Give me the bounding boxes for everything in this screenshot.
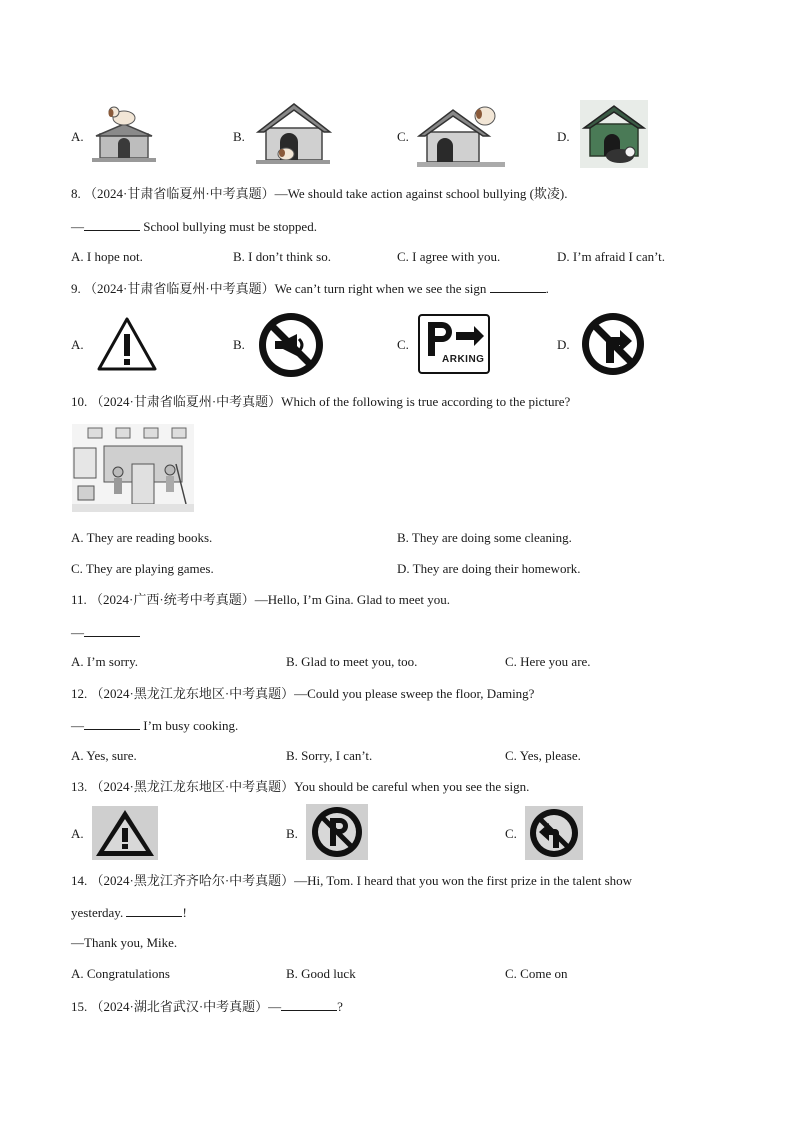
question-source: （2024·黑龙江龙东地区·中考真题） bbox=[90, 686, 295, 701]
option-letter: A. bbox=[71, 337, 84, 352]
warning-sign-icon[interactable] bbox=[92, 806, 158, 860]
question-end: ! bbox=[182, 905, 187, 920]
option-b[interactable]: B. I don’t think so. bbox=[233, 249, 331, 264]
question-11 bbox=[71, 592, 450, 608]
option-a[interactable]: A. I’m sorry. bbox=[71, 654, 139, 669]
option-a[interactable]: A. They are reading books. bbox=[71, 530, 213, 545]
question-end: . bbox=[545, 281, 549, 296]
question-text-continued: yesterday. bbox=[71, 905, 124, 920]
question-end: ? bbox=[337, 999, 343, 1014]
question-number: 14. bbox=[71, 873, 88, 888]
question-12-reply bbox=[71, 717, 238, 734]
question-text: —Could you please sweep the floor, Daming? bbox=[294, 686, 535, 701]
classroom-cleaning-picture bbox=[72, 424, 194, 512]
reply-dash: — bbox=[71, 219, 84, 234]
option-letter: C. bbox=[505, 826, 517, 841]
answer-blank[interactable] bbox=[281, 998, 337, 1011]
question-source: （2024·黑龙江龙东地区·中考真题） bbox=[90, 779, 295, 794]
option-c[interactable]: C. Yes, please. bbox=[505, 748, 581, 763]
question-number: 13. bbox=[71, 779, 88, 794]
question-12 bbox=[71, 686, 534, 702]
question-8-reply bbox=[71, 218, 317, 235]
option-d[interactable]: D. They are doing their homework. bbox=[397, 561, 581, 576]
answer-blank[interactable] bbox=[84, 624, 140, 637]
question-source: （2024·广西·统考中考真题） bbox=[90, 592, 255, 607]
reply-dash: — bbox=[71, 625, 84, 640]
option-letter: C. bbox=[397, 337, 409, 352]
question-text: —Hello, I’m Gina. Glad to meet you. bbox=[254, 592, 451, 607]
question-text: —We should take action against school bullying (欺凌). bbox=[274, 186, 568, 201]
question-11-reply bbox=[71, 624, 140, 641]
option-letter: D. bbox=[557, 337, 570, 352]
option-c[interactable]: C. They are playing games. bbox=[71, 561, 214, 576]
question-text: We can’t turn right when we see the sign bbox=[274, 281, 487, 296]
answer-blank[interactable] bbox=[84, 717, 140, 730]
question-number: 8. bbox=[71, 186, 81, 201]
dog-in-front-of-kennel-icon bbox=[580, 100, 648, 168]
question-10 bbox=[71, 394, 570, 410]
option-c[interactable]: C. I agree with you. bbox=[397, 249, 501, 264]
question-number: 9. bbox=[71, 281, 81, 296]
dog-on-kennel-icon bbox=[92, 104, 156, 164]
question-source: （2024·甘肃省临夏州·中考真题） bbox=[84, 281, 275, 296]
question-source: （2024·湖北省武汉·中考真题） bbox=[90, 999, 269, 1014]
option-c[interactable]: C. Come on bbox=[505, 966, 568, 981]
question-14 bbox=[71, 873, 632, 889]
question-text: Which of the following is true according to the picture? bbox=[281, 394, 571, 409]
question-8 bbox=[71, 186, 568, 202]
option-a[interactable]: A. Congratulations bbox=[71, 966, 170, 981]
option-b[interactable]: B. Sorry, I can’t. bbox=[286, 748, 373, 763]
no-right-turn-sign-icon[interactable] bbox=[580, 311, 646, 377]
question-number: 11. bbox=[71, 592, 87, 607]
question-14-line2 bbox=[71, 904, 187, 921]
option-letter: B. bbox=[233, 129, 245, 144]
dash: — bbox=[268, 999, 282, 1014]
no-horn-sign-icon[interactable] bbox=[257, 311, 325, 379]
option-letter: A. bbox=[71, 129, 84, 144]
parking-sign-icon[interactable] bbox=[418, 314, 490, 374]
parking-sign-text: ARKING bbox=[442, 354, 485, 365]
parking-p-arrow-icon bbox=[420, 318, 488, 358]
answer-blank[interactable] bbox=[84, 218, 140, 231]
question-text: —Hi, Tom. I heard that you won the first prize in the talent show bbox=[294, 873, 633, 888]
option-letter: A. bbox=[71, 826, 84, 841]
option-b[interactable]: B. Glad to meet you, too. bbox=[286, 654, 418, 669]
option-b[interactable]: B. They are doing some cleaning. bbox=[397, 530, 572, 545]
question-13 bbox=[71, 779, 529, 795]
option-b[interactable]: B. Good luck bbox=[286, 966, 356, 981]
option-c[interactable]: C. Here you are. bbox=[505, 654, 591, 669]
no-left-turn-sign-icon[interactable] bbox=[525, 806, 583, 860]
reply-dash: — bbox=[71, 718, 84, 733]
question-number: 15. bbox=[71, 999, 88, 1014]
question-source: （2024·甘肃省临夏州·中考真题） bbox=[90, 394, 282, 409]
option-letter: B. bbox=[233, 337, 245, 352]
question-15 bbox=[71, 998, 343, 1015]
question-number: 10. bbox=[71, 394, 88, 409]
option-letter: C. bbox=[397, 129, 409, 144]
dog-behind-kennel-icon bbox=[417, 102, 505, 170]
question-source: （2024·甘肃省临夏州·中考真题） bbox=[84, 186, 275, 201]
option-a[interactable]: A. I hope not. bbox=[71, 249, 143, 264]
option-a[interactable]: A. Yes, sure. bbox=[71, 748, 137, 763]
question-9 bbox=[71, 280, 549, 297]
question-14-reply: —Thank you, Mike. bbox=[71, 935, 178, 950]
option-d[interactable]: D. I’m afraid I can’t. bbox=[557, 249, 666, 264]
answer-blank[interactable] bbox=[126, 904, 182, 917]
reply-text: School bullying must be stopped. bbox=[140, 219, 317, 234]
option-letter: B. bbox=[286, 826, 298, 841]
warning-sign-icon[interactable] bbox=[96, 316, 158, 372]
question-source: （2024·黑龙江齐齐哈尔·中考真题） bbox=[90, 873, 295, 888]
question-text: You should be careful when you see the sign. bbox=[294, 779, 530, 794]
question-number: 12. bbox=[71, 686, 88, 701]
dog-in-kennel-icon bbox=[254, 100, 332, 166]
reply-text: I’m busy cooking. bbox=[140, 718, 239, 733]
no-parking-sign-icon[interactable] bbox=[306, 804, 368, 860]
option-letter: D. bbox=[557, 129, 570, 144]
answer-blank[interactable] bbox=[490, 280, 546, 293]
